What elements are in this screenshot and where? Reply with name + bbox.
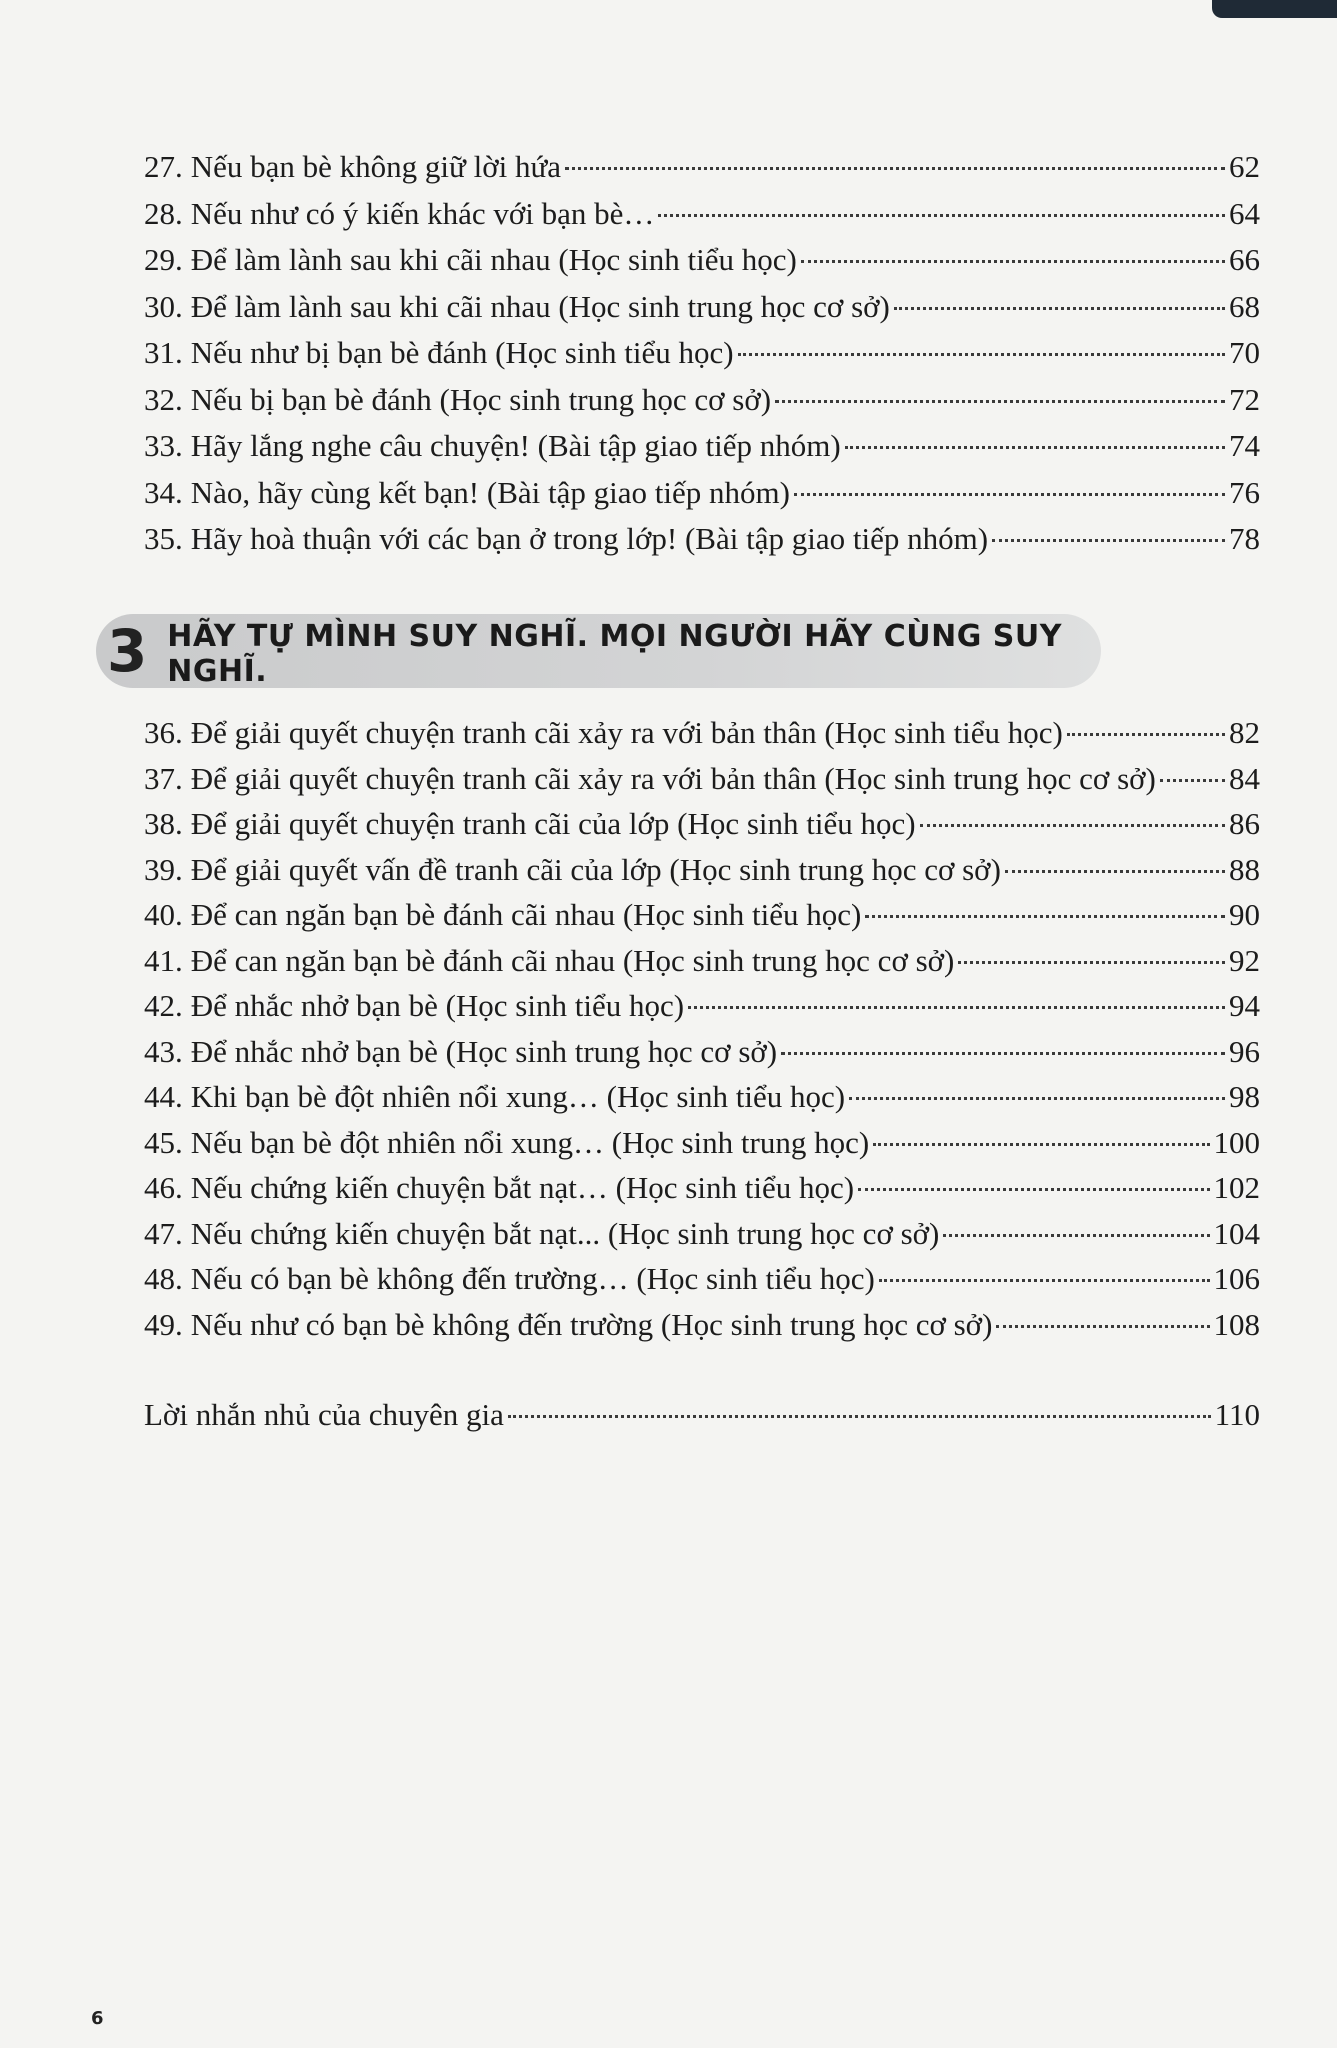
toc-entry-number: 36. (144, 715, 183, 750)
toc-entry-number: 30. (144, 288, 183, 324)
toc-entry[interactable] (144, 756, 1260, 802)
toc-list-part-b (144, 710, 1260, 1347)
toc-entry[interactable] (144, 330, 1260, 377)
toc-entry-page: 92 (1229, 942, 1260, 978)
toc-entry-number: 45. (144, 1124, 183, 1160)
dot-leader (943, 1234, 1209, 1237)
toc-entry-page: 106 (1213, 1261, 1260, 1296)
toc-entry-title: Nếu như có ý kiến khác với bạn bè… (190, 195, 655, 231)
toc-entry-page: 66 (1229, 242, 1260, 277)
toc-entry[interactable] (144, 470, 1260, 517)
toc-entry-title: Nếu có bạn bè không đến trường… (Học sinh tiểu học) (190, 1261, 875, 1296)
dot-leader (920, 824, 1225, 827)
dot-leader (801, 260, 1225, 263)
toc-entry-page: 78 (1229, 521, 1260, 556)
dot-leader (996, 1325, 1209, 1328)
toc-entry[interactable] (144, 892, 1260, 938)
toc-entry-title: Để làm lành sau khi cãi nhau (Học sinh trung học cơ sở) (190, 288, 890, 324)
toc-entry-page: 98 (1229, 1079, 1260, 1114)
toc-entry-number: 48. (144, 1261, 183, 1296)
toc-entry-title: Để nhắc nhở bạn bè (Học sinh trung học cơ sở) (190, 1033, 778, 1069)
dot-leader (865, 915, 1225, 918)
dot-leader (781, 1052, 1225, 1055)
toc-entry-title: Nếu như bị bạn bè đánh (Học sinh tiểu học) (190, 335, 734, 370)
toc-entry[interactable] (144, 1029, 1260, 1075)
dot-leader (992, 539, 1225, 542)
dot-leader (873, 1143, 1209, 1146)
toc-entry[interactable] (144, 516, 1260, 563)
toc-entry-page: 104 (1213, 1215, 1260, 1251)
toc-entry-number: 49. (144, 1306, 183, 1342)
toc-entry-page: 64 (1229, 195, 1260, 231)
corner-tab (1212, 0, 1337, 18)
toc-entry-number: 31. (144, 335, 183, 370)
dot-leader (845, 446, 1225, 449)
toc-entry[interactable] (144, 1256, 1260, 1302)
toc-entry-title: Để can ngăn bạn bè đánh cãi nhau (Học sinh tiểu học) (190, 897, 862, 932)
toc-entry-page: 70 (1229, 335, 1260, 370)
dot-leader (794, 493, 1225, 496)
dot-leader (958, 961, 1225, 964)
toc-entry-title: Khi bạn bè đột nhiên nổi xung… (Học sinh tiểu học) (190, 1079, 846, 1114)
toc-entry-number: 47. (144, 1215, 183, 1251)
toc-entry-page: 86 (1229, 806, 1260, 841)
toc-entry[interactable] (144, 237, 1260, 284)
dot-leader (1160, 779, 1225, 782)
page-number: 6 (91, 2008, 104, 2029)
toc-entry[interactable] (144, 423, 1260, 470)
toc-entry-number: 38. (144, 806, 183, 841)
toc-entry-title: Nếu bạn bè không giữ lời hứa (190, 149, 562, 184)
toc-entry[interactable] (144, 191, 1260, 238)
toc-entry-title: Nếu bạn bè đột nhiên nổi xung… (Học sinh trung học) (190, 1124, 870, 1160)
toc-entry-number: 46. (144, 1170, 183, 1205)
toc-entry-page: 110 (1214, 1397, 1260, 1432)
toc-entry-title: Nếu như có bạn bè không đến trường (Học sinh trung học cơ sở) (190, 1306, 993, 1342)
toc-entry[interactable] (144, 1074, 1260, 1120)
toc-entry-title: Để can ngăn bạn bè đánh cãi nhau (Học sinh trung học cơ sở) (190, 942, 955, 978)
toc-entry[interactable] (144, 284, 1260, 331)
dot-leader (1067, 733, 1225, 736)
toc-entry-title: Để giải quyết chuyện tranh cãi xảy ra với bản thân (Học sinh tiểu học) (190, 715, 1063, 750)
toc-entry-title: Nếu bị bạn bè đánh (Học sinh trung học cơ sở) (190, 381, 772, 417)
toc-entry-number: 41. (144, 942, 183, 978)
section-number: 3 (106, 617, 148, 685)
dot-leader (658, 214, 1225, 217)
toc-entry-number: 29. (144, 242, 183, 277)
dot-leader (688, 1006, 1225, 1009)
toc-entry-page: 74 (1229, 428, 1260, 463)
dot-leader (1005, 870, 1225, 873)
toc-entry-title: Hãy lắng nghe câu chuyện! (Bài tập giao tiếp nhóm) (190, 428, 841, 463)
toc-entry[interactable] (144, 1211, 1260, 1257)
toc-entry[interactable] (144, 1120, 1260, 1166)
toc-entry-page: 90 (1229, 897, 1260, 932)
toc-entry-page: 72 (1229, 381, 1260, 417)
toc-entry-page: 102 (1213, 1170, 1260, 1205)
toc-entry-title: Để nhắc nhở bạn bè (Học sinh tiểu học) (190, 988, 685, 1023)
dot-leader (879, 1279, 1210, 1282)
toc-entry-number: 39. (144, 851, 183, 887)
toc-entry[interactable] (144, 801, 1260, 847)
toc-entry-title: Hãy hoà thuận với các bạn ở trong lớp! (Bài tập giao tiếp nhóm) (190, 521, 989, 556)
toc-entry-page: 62 (1229, 149, 1260, 184)
dot-leader (894, 307, 1225, 310)
toc-entry-number: 43. (144, 1033, 183, 1069)
toc-entry[interactable] (144, 144, 1260, 191)
dot-leader (738, 353, 1225, 356)
section-header (96, 614, 1101, 688)
toc-entry[interactable] (144, 1392, 1260, 1439)
toc-entry-number: 40. (144, 897, 183, 932)
toc-entry-page: 100 (1213, 1124, 1260, 1160)
dot-leader (858, 1188, 1209, 1191)
toc-entry[interactable] (144, 983, 1260, 1029)
toc-entry-number: 32. (144, 381, 183, 417)
toc-entry-number: 42. (144, 988, 183, 1023)
toc-entry-number: 27. (144, 149, 183, 184)
toc-list-part-c (144, 1392, 1260, 1439)
toc-list-part-a (144, 144, 1260, 563)
toc-entry[interactable] (144, 377, 1260, 424)
toc-entry-page: 88 (1229, 851, 1260, 887)
toc-entry-number: 37. (144, 760, 183, 796)
toc-entry[interactable] (144, 938, 1260, 984)
dot-leader (565, 167, 1225, 170)
toc-entry-page: 96 (1229, 1033, 1260, 1069)
dot-leader (849, 1097, 1225, 1100)
toc-entry-number: 28. (144, 195, 183, 231)
toc-entry-number: 33. (144, 428, 183, 463)
toc-entry[interactable] (144, 1302, 1260, 1348)
toc-entry[interactable] (144, 847, 1260, 893)
toc-entry[interactable] (144, 710, 1260, 756)
toc-entry-page: 108 (1213, 1306, 1260, 1342)
toc-entry-number: 34. (144, 474, 183, 510)
toc-entry-page: 94 (1229, 988, 1260, 1023)
toc-entry-number: 35. (144, 521, 183, 556)
toc-entry-page: 68 (1229, 288, 1260, 324)
toc-entry-page: 84 (1229, 760, 1260, 796)
toc-entry-title: Để giải quyết vấn đề tranh cãi của lớp (Học sinh trung học cơ sở) (190, 851, 1001, 887)
dot-leader (508, 1415, 1211, 1418)
toc-entry-title: Nếu chứng kiến chuyện bắt nạt… (Học sinh tiểu học) (190, 1170, 855, 1205)
toc-entry-title: Để làm lành sau khi cãi nhau (Học sinh tiểu học) (190, 242, 797, 277)
toc-entry-number: 44. (144, 1079, 183, 1114)
toc-entry[interactable] (144, 1165, 1260, 1211)
toc-entry-title: Lời nhắn nhủ của chuyên gia (144, 1397, 504, 1432)
toc-entry-page: 82 (1229, 715, 1260, 750)
dot-leader (775, 400, 1225, 403)
toc-entry-title: Nếu chứng kiến chuyện bắt nạt... (Học sinh trung học cơ sở) (190, 1215, 940, 1251)
toc-entry-title: Để giải quyết chuyện tranh cãi của lớp (Học sinh tiểu học) (190, 806, 916, 841)
section-title: HÃY TỰ MÌNH SUY NGHĨ. MỌI NGƯỜI HÃY CÙNG SUY NGHĨ. (167, 619, 1062, 689)
toc-entry-page: 76 (1229, 474, 1260, 510)
toc-entry-title: Để giải quyết chuyện tranh cãi xảy ra với bản thân (Học sinh trung học cơ sở) (190, 760, 1156, 796)
toc-entry-title: Nào, hãy cùng kết bạn! (Bài tập giao tiếp nhóm) (190, 474, 790, 510)
